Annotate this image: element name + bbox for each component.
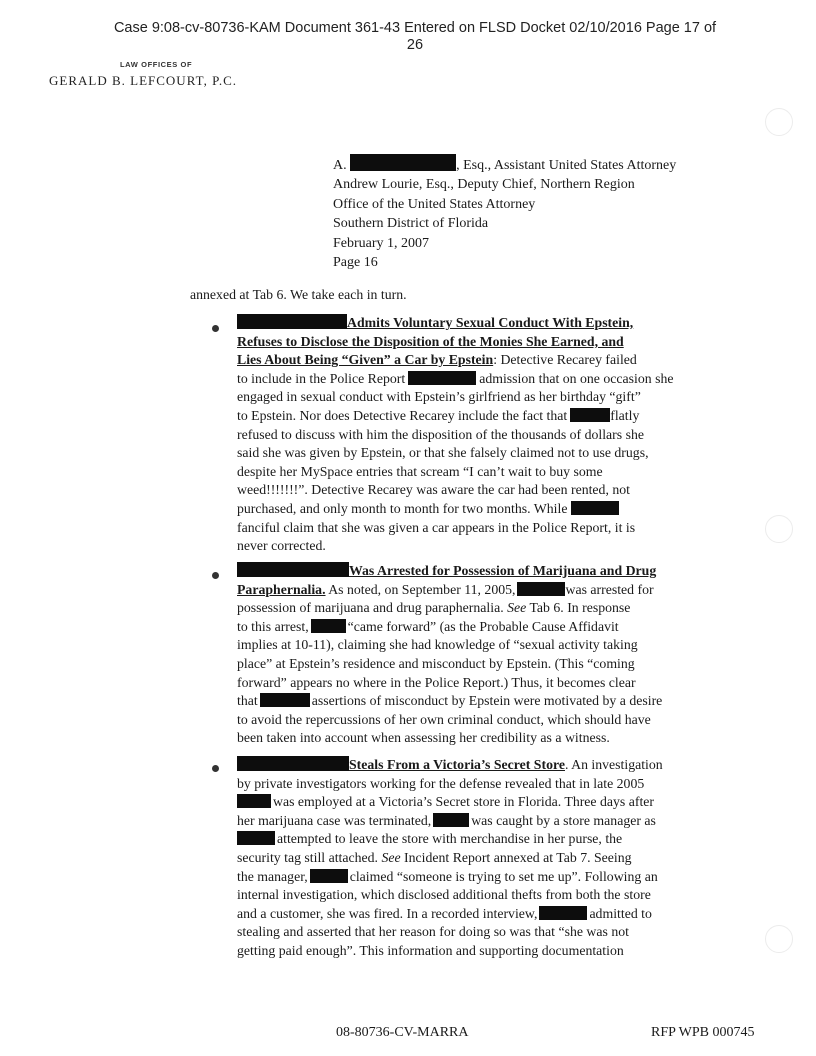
address-block bbox=[333, 154, 676, 272]
redaction-bar bbox=[237, 831, 275, 845]
address-line-4: Southern District of Florida bbox=[333, 216, 489, 232]
redaction-bar bbox=[237, 794, 271, 808]
punch-hole-mark bbox=[765, 515, 793, 543]
bullet-point bbox=[212, 572, 219, 579]
bullet-3-paragraph: Steals From a Victoria’s Secret Store. An investigation by private investigators working for the defense revealed that in late 2005 was employed at a Victoria’s Secret store in Florida. Three days after her marijuana case was terminated, was caught by a store manager as attempted to leave the store with merchandise in her purse, the security tag still attached. See Incident Report annexed at Tab 7. Seeing the manager, claimed “someone is trying to set me up”. Following an internal investigation, which disclosed additional thefts from both the store and a customer, she was fired. In a recorded interview, admitted to stealing and asserted that her reason for doing so was that “she was not getting paid enough”. This information and supporting documentation bbox=[237, 757, 663, 958]
bullet-point bbox=[212, 765, 219, 772]
firm-label: LAW OFFICES OF bbox=[120, 60, 193, 69]
redaction-bar bbox=[570, 408, 610, 422]
footer-case-number: 08-80736-CV-MARRA bbox=[336, 1025, 469, 1040]
docket-stamp-line2: 26 bbox=[406, 37, 424, 53]
footer-bates-number: RFP WPB 000745 bbox=[651, 1025, 755, 1040]
bullet-point bbox=[212, 325, 219, 332]
redaction-bar bbox=[408, 371, 476, 385]
letter-date: February 1, 2007 bbox=[333, 235, 430, 251]
redaction-bar bbox=[539, 906, 587, 920]
address-line-3: Office of the United States Attorney bbox=[333, 196, 536, 212]
redaction-bar bbox=[517, 582, 565, 596]
redaction-bar bbox=[433, 813, 469, 827]
intro-paragraph: annexed at Tab 6. We take each in turn. bbox=[190, 287, 407, 302]
address-line-2: Andrew Lourie, Esq., Deputy Chief, Northern Region bbox=[333, 177, 635, 193]
punch-hole-mark bbox=[765, 108, 793, 136]
bullet-1-paragraph: Admits Voluntary Sexual Conduct With Epstein, Refuses to Disclose the Disposition of the Monies She Earned, and Lies About Being “Given” a Car by Epstein: Detective Recarey failed to include in the Police Report admission that on one occasion she engaged in sexual conduct with Epstein’s girlfriend as her birthday “gift” to Epstein. Nor does Detective Recarey include the fact that flatly refused to discuss with him the disposition of the thousands of dollars she said she was given by Epstein, or that she falsely claimed not to use drugs, despite her MySpace entries that scream “I can’t wait to buy some weed!!!!!!!”. Detective Recarey was aware the car had been rented, not purchased, and only month to month for two months. While fanciful claim that she was given a car appears in the Police Report, it is never corrected. bbox=[237, 315, 674, 554]
address-line-1: A. , Esq., Assistant United States Attorney bbox=[333, 154, 676, 175]
docket-header bbox=[60, 20, 770, 54]
punch-hole-mark bbox=[765, 925, 793, 953]
redaction-bar bbox=[237, 314, 347, 329]
letter-page-number: Page 16 bbox=[333, 255, 378, 271]
redaction-bar bbox=[310, 869, 348, 883]
redaction-bar bbox=[237, 756, 349, 771]
bullet-2-paragraph: Was Arrested for Possession of Marijuana and Drug Paraphernalia. As noted, on September 11, 2005, was arrested for possession of marijuana and drug paraphernalia. See Tab 6. In response to this arrest, “came forward” (as the Probable Cause Affidavit implies at 10-11), claiming she had knowledge of “sexual activity taking place” at Epstein’s residence and misconduct by Epstein. (This “coming forward” appears no where in the Police Report.) Thus, it becomes clear that assertions of misconduct by Epstein were motivated by a desire to avoid the repercussions of her own criminal conduct, which should have been taken into account when assessing her credibility as a witness. bbox=[237, 563, 663, 746]
firm-name: GERALD B. LEFCOURT, P.C. bbox=[49, 73, 238, 88]
redaction-bar bbox=[311, 619, 346, 633]
redaction-bar bbox=[237, 562, 349, 577]
docket-stamp-line1: Case 9:08-cv-80736-KAM Document 361-43 Entered on FLSD Docket 02/10/2016 Page 17 of bbox=[113, 20, 717, 36]
redaction-bar bbox=[260, 693, 310, 707]
redaction-bar bbox=[350, 154, 456, 171]
redaction-bar bbox=[571, 501, 619, 515]
